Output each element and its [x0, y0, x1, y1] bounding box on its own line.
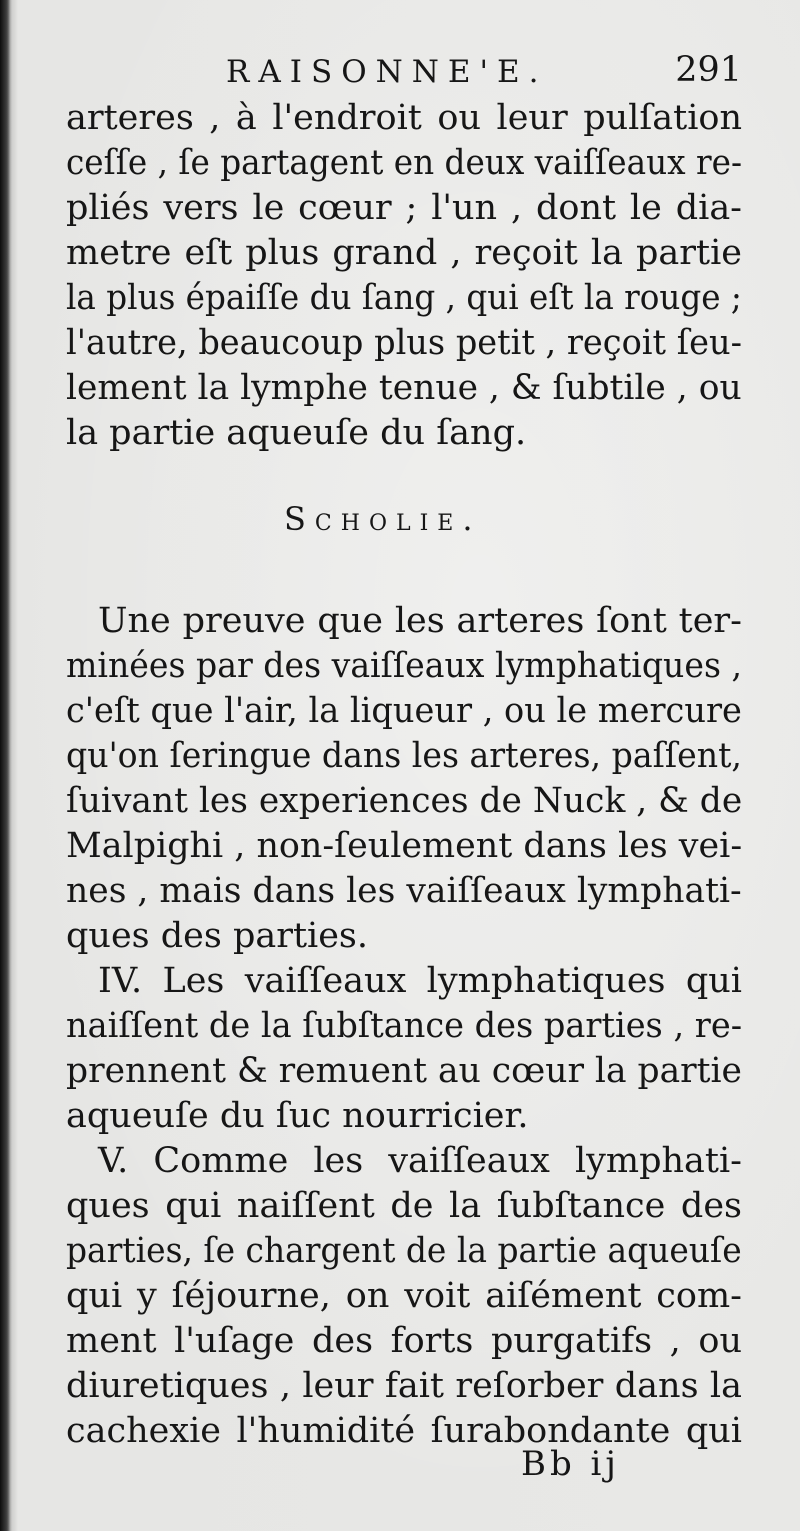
text-line: ment l'uſage des forts purgatifs , ou: [66, 1321, 742, 1361]
text-line: minées par des vaiſſeaux lymphatiques ,: [66, 646, 742, 686]
text-line: l'autre, beaucoup plus petit , reçoit ſeu-: [66, 323, 742, 363]
page-header: [66, 46, 742, 102]
text-line: prennent & remuent au cœur la partie: [66, 1051, 742, 1091]
text-line: parties, ſe chargent de la partie aqueuſe: [66, 1231, 742, 1271]
text-line: cachexie l'humidité ſurabondante qui: [66, 1411, 742, 1451]
text-line: ceſſe , ſe partagent en deux vaiſſeaux re-: [66, 143, 742, 183]
running-head: RAISONNE'E.: [226, 54, 548, 90]
text-line: la partie aqueuſe du ſang.: [66, 413, 527, 453]
text-line: Malpighi , non-ſeulement dans les vei-: [66, 826, 742, 866]
text-line: qui y ſéjourne, on voit aiſément com-: [66, 1276, 742, 1316]
text-line: arteres , à l'endroit ou leur pulſation: [66, 98, 742, 138]
signature-mark: Bb ij: [521, 1444, 620, 1484]
text-line: diuretiques , leur fait reſorber dans la: [66, 1366, 742, 1406]
text-line: aqueuſe du ſuc nourricier.: [66, 1096, 529, 1136]
text-line: qu'on ſeringue dans les arteres, paſſent,: [66, 736, 742, 776]
text-line: naiſſent de la ſubſtance des parties , re-: [66, 1006, 742, 1046]
text-line: c'eſt que l'air, la liqueur , ou le mercure: [66, 691, 742, 731]
page-gutter-shadow: [0, 0, 10, 1531]
text-line: ques des parties.: [66, 916, 369, 956]
text-line: nes , mais dans les vaiſſeaux lymphati-: [66, 871, 742, 911]
text-line: V. Comme les vaiſſeaux lymphati-: [98, 1141, 742, 1181]
text-line: la plus épaiſſe du ſang , qui eſt la rouge ;: [66, 278, 742, 318]
section-title: Scholie.: [284, 500, 482, 538]
text-line: Une preuve que les arteres ſont ter-: [98, 601, 742, 641]
text-line: ques qui naiſſent de la ſubſtance des: [66, 1186, 742, 1226]
text-line: pliés vers le cœur ; l'un , dont le dia-: [66, 188, 742, 228]
text-line: metre eſt plus grand , reçoit la partie: [66, 233, 742, 273]
text-line: IV. Les vaiſſeaux lymphatiques qui: [98, 961, 742, 1001]
text-line: ſuivant les experiences de Nuck , & de: [66, 781, 742, 821]
page-number: 291: [675, 50, 742, 90]
text-line: lement la lymphe tenue , & ſubtile , ou: [66, 368, 742, 408]
